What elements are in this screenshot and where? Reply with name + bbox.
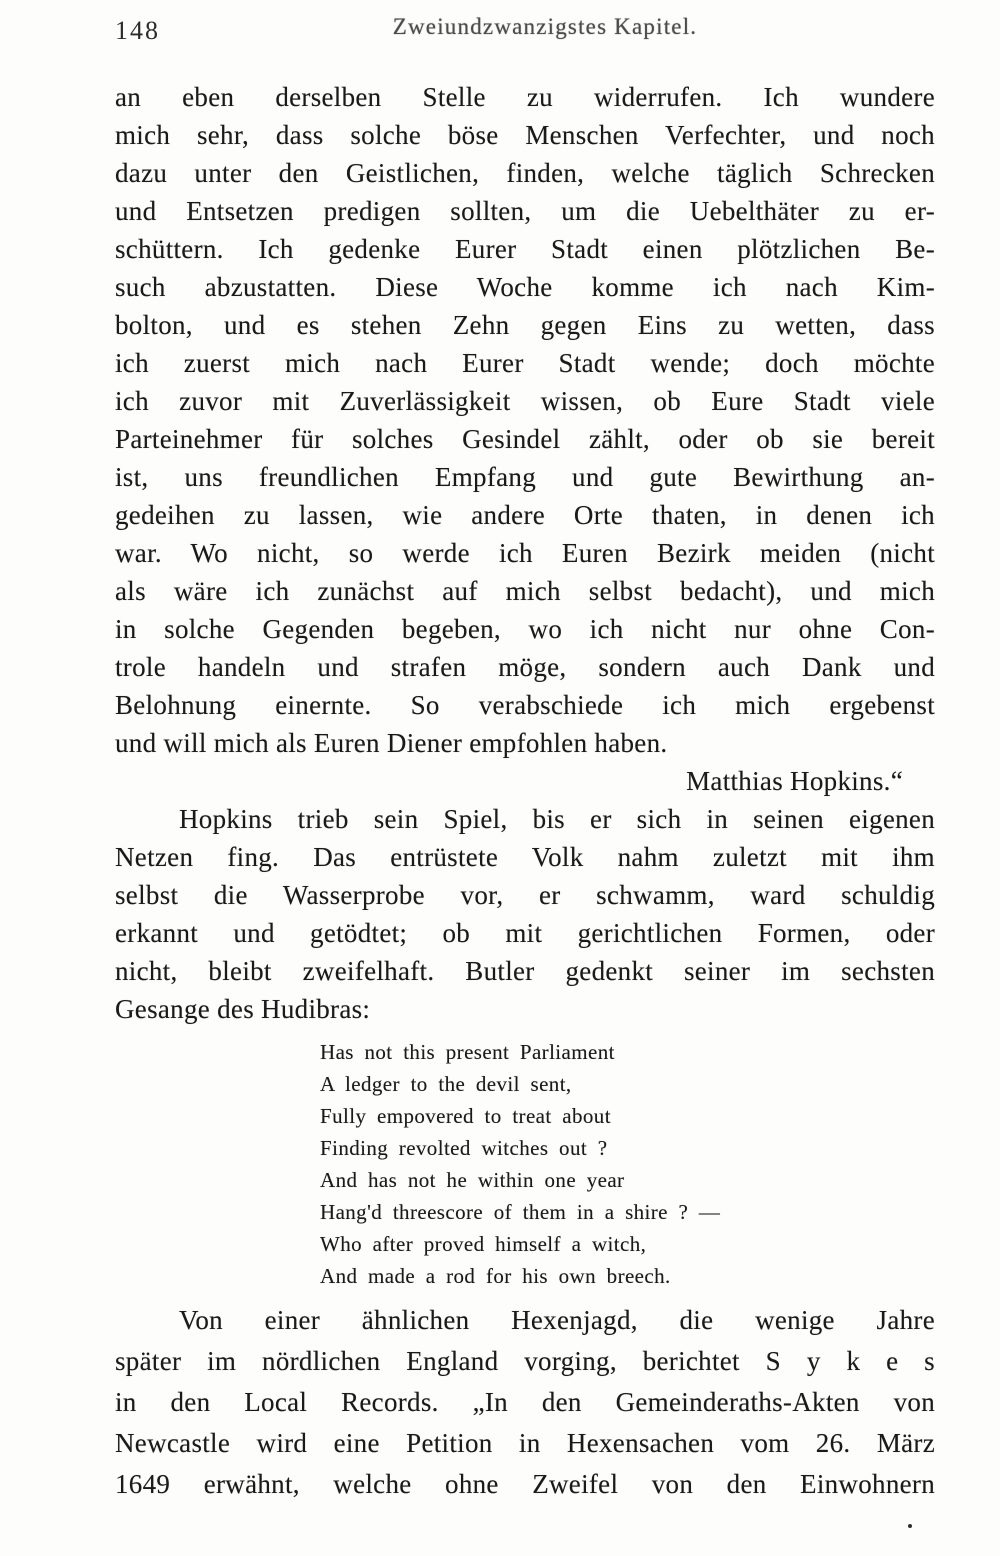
letter-line: ich zuerst mich nach Eurer Stadt wende; doch möchte xyxy=(115,348,935,378)
letter-line: gedeihen zu lassen, wie andere Orte thaten, in denen ich xyxy=(115,500,935,530)
paragraph-line: später im nördlichen England vorging, berichtet S y k e s xyxy=(115,1346,935,1376)
chapter-title: Zweiundzwanzigstes Kapitel. xyxy=(392,14,698,39)
letter-line: bolton, und es stehen Zehn gegen Eins zu wetten, dass xyxy=(115,310,935,340)
paragraph-line: in den Local Records. „In den Gemeinderaths-Akten von xyxy=(115,1387,935,1417)
paragraph-line: nicht, bleibt zweifelhaft. Butler gedenkt seiner im sechsten xyxy=(115,956,935,986)
letter-signature: Matthias Hopkins.“ xyxy=(686,766,903,796)
paragraph-line: Gesange des Hudibras: xyxy=(115,994,371,1024)
poem-line: And has not he within one year xyxy=(320,1168,625,1192)
running-header xyxy=(115,14,935,48)
paragraph-line: Netzen fing. Das entrüstete Volk nahm zuletzt mit ihm xyxy=(115,842,935,872)
paragraph-line: Hopkins trieb sein Spiel, bis er sich in seinen eigenen xyxy=(179,804,935,834)
poem-line: Finding revolted witches out ? xyxy=(320,1136,608,1160)
letter-line: und Entsetzen predigen sollten, um die Uebelthäter zu er- xyxy=(115,196,935,226)
paragraph-line: Newcastle wird eine Petition in Hexensachen vom 26. März xyxy=(115,1428,935,1458)
poem-line: And made a rod for his own breech. xyxy=(320,1264,671,1288)
hudibras-poem xyxy=(115,1036,935,1292)
letter-line: an eben derselben Stelle zu widerrufen. Ich wundere xyxy=(115,82,935,112)
letter-line: war. Wo nicht, so werde ich Euren Bezirk meiden (nicht xyxy=(115,538,935,568)
hopkins-paragraph xyxy=(115,800,935,1028)
letter-line: als wäre ich zunächst auf mich selbst bedacht), und mich xyxy=(115,576,935,606)
paragraph-line: Von einer ähnlichen Hexenjagd, die wenige Jahre xyxy=(179,1305,935,1335)
letter-line: such abzustatten. Diese Woche komme ich nach Kim- xyxy=(115,272,935,302)
text-block xyxy=(115,78,935,1505)
letter-line: dazu unter den Geistlichen, finden, welche täglich Schrecken xyxy=(115,158,935,188)
letter-line: ist, uns freundlichen Empfang und gute Bewirthung an- xyxy=(115,462,935,492)
paragraph-line: 1649 erwähnt, welche ohne Zweifel von den Einwohnern xyxy=(115,1469,935,1499)
letter-line: in solche Gegenden begeben, wo ich nicht nur ohne Con- xyxy=(115,614,935,644)
letter-line: Belohnung einernte. So verabschiede ich mich ergebenst xyxy=(115,690,935,720)
poem-line: Who after proved himself a witch, xyxy=(320,1232,647,1256)
poem-line: Hang'd threescore of them in a shire ? — xyxy=(320,1200,721,1224)
paragraph-line: erkannt und getödtet; ob mit gerichtlichen Formen, oder xyxy=(115,918,935,948)
poem-line: Has not this present Parliament xyxy=(320,1040,615,1064)
letter-line: schüttern. Ich gedenke Eurer Stadt einen plötzlichen Be- xyxy=(115,234,935,264)
letter-line: ich zuvor mit Zuverlässigkeit wissen, ob Eure Stadt viele xyxy=(115,386,935,416)
letter-line: Parteinehmer für solches Gesindel zählt, oder ob sie bereit xyxy=(115,424,935,454)
letter-paragraph xyxy=(115,78,935,800)
page-number: 148 xyxy=(115,16,160,45)
sykes-paragraph xyxy=(115,1300,935,1505)
poem-line: Fully empovered to treat about xyxy=(320,1104,611,1128)
letter-line: und will mich als Euren Diener empfohlen haben. xyxy=(115,728,668,758)
paragraph-line: selbst die Wasserprobe vor, er schwamm, ward schuldig xyxy=(115,880,935,910)
letter-line: trole handeln und strafen möge, sondern auch Dank und xyxy=(115,652,935,682)
scan-speck xyxy=(908,1524,912,1528)
letter-line: mich sehr, dass solche böse Menschen Verfechter, und noch xyxy=(115,120,935,150)
poem-line: A ledger to the devil sent, xyxy=(320,1072,572,1096)
